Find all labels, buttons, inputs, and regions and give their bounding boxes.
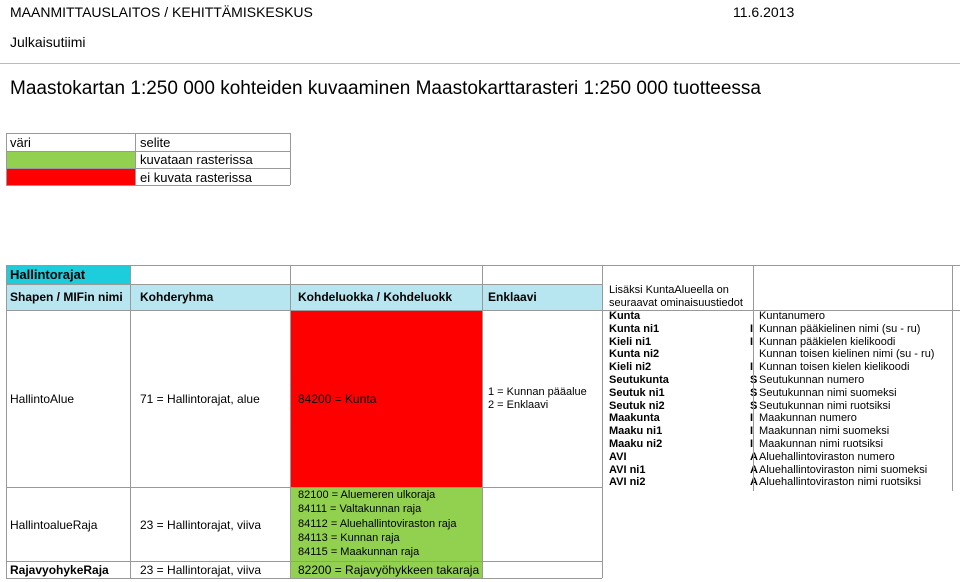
clipped-letter: I [750,361,754,374]
clipped-letter: I [750,412,754,425]
attribute-name: Maakunta [609,412,660,425]
legend-grid-line [6,185,290,186]
legend-grid-line [6,133,7,185]
grid-line [6,578,602,579]
attribute-name: Seutukunta [609,373,669,386]
row-class-value: 84113 = Kunnan raja [298,532,400,544]
grid-line [6,487,602,488]
attribute-list [609,310,669,489]
column-header-shape-name: Shapen / MIFin nimi [10,290,123,304]
clipped-letter: I [750,335,754,348]
attribute-description: Kunnan pääkielen kielikoodi [759,335,896,348]
clipped-letter: I [750,437,754,450]
legend-grid-line [6,151,290,152]
attribute-description: Kunnan toisen kielen kielikoodi [759,361,910,374]
attribute-name: Kunta [609,310,641,322]
legend-grid-line [290,133,291,185]
enclave-value-1: 1 = Kunnan pääalue [488,386,587,398]
attribute-name: Maaku ni1 [609,425,663,438]
page-title: Maastokartan 1:250 000 kohteiden kuvaaminen Maastokarttarasteri 1:250 000 tuotteessa [10,78,761,99]
grid-line [6,265,960,266]
extra-header-line2: seuraavat ominaisuustiedot [609,297,743,309]
row-class-kunta: 84200 = Kunta [298,392,377,406]
clipped-letter: S [750,373,758,386]
legend-green-swatch [6,151,135,168]
row-class-rajavyohyke: 82200 = Rajavyöhykkeen takaraja [298,563,480,577]
attribute-name: Kieli ni1 [609,335,652,348]
attribute-description: Kunnan toisen kielinen nimi (su - ru) [759,348,935,361]
grid-line [6,310,960,311]
enclave-value-2: 2 = Enklaavi [488,399,549,411]
grid-line [952,265,953,491]
grid-line [6,265,7,578]
row-name-hallintoalueraja: HallintoalueRaja [10,518,98,532]
clipped-letter: I [750,425,754,438]
legend-row-not-shown: ei kuvata rasterissa [140,170,252,185]
attribute-description: Maakunnan nimi ruotsiksi [759,437,884,450]
legend-red-swatch [6,168,135,185]
attribute-description: Seutukunnan nimi ruotsiksi [759,399,891,412]
row-name-hallintoalue: HallintoAlue [10,392,75,406]
legend-grid-line [135,133,136,185]
grid-line [753,265,754,491]
grid-line [6,284,602,285]
attribute-description: Maakunnan nimi suomeksi [759,425,890,438]
grid-line [6,561,602,562]
attribute-name: Seutuk ni1 [609,386,665,399]
legend-row-shown: kuvataan rasterissa [140,152,253,167]
document-subtitle: Julkaisutiimi [10,34,86,50]
attribute-name: Kunta ni1 [609,322,660,335]
column-header-class: Kohdeluokka / Kohdeluokk [298,290,453,304]
grid-line [130,265,131,578]
attribute-name: AVI ni2 [609,476,646,489]
row-class-value: 84112 = Aluehallintoviraston raja [298,518,457,530]
attribute-name: Seutuk ni2 [609,399,665,412]
legend-grid-line [6,168,290,169]
column-header-group: Kohderyhma [140,290,214,304]
attribute-name: Kunta ni2 [609,348,660,361]
legend-header-description: selite [140,135,171,150]
row-group-hallintoalue: 71 = Hallintorajat, alue [140,392,260,406]
attribute-description: Maakunnan numero [759,412,857,425]
clipped-letter: I [750,322,754,335]
row-group-rajavyohykeraja: 23 = Hallintorajat, viiva [140,563,262,577]
grid-line [602,265,603,578]
document-date: 11.6.2013 [733,4,795,20]
clipped-letter: A [750,476,758,489]
row-name-rajavyohykeraja: RajavyohykeRaja [10,563,109,577]
column-header-enclave: Enklaavi [488,290,537,304]
header-divider [0,63,960,64]
row-class-value: 82100 = Aluemeren ulkoraja [298,489,436,501]
attribute-description: Aluehallintoviraston numero [759,450,895,463]
attribute-description: Aluehallintoviraston nimi ruotsiksi [759,476,922,489]
attribute-name: AVI ni1 [609,463,646,476]
attribute-name: AVI [609,450,627,463]
clipped-letter: A [750,450,758,463]
attribute-name: Kieli ni2 [609,361,652,374]
extra-header-line1: Lisäksi KuntaAlueella on [609,284,729,296]
attribute-name: Maaku ni2 [609,437,663,450]
row-class-value: 84115 = Maakunnan raja [298,546,420,558]
organization-name: MAANMITTAUSLAITOS / KEHITTÄMISKESKUS [10,4,313,20]
attribute-description: Seutukunnan nimi suomeksi [759,386,897,399]
row-group-hallintoalueraja: 23 = Hallintorajat, viiva [140,518,262,532]
grid-line [482,265,483,578]
attribute-description: Kunnan pääkielinen nimi (su - ru) [759,322,921,335]
legend-header-color: väri [10,135,31,150]
clipped-letter: S [750,386,758,399]
attribute-description: Aluehallintoviraston nimi suomeksi [759,463,928,476]
description-list [759,310,934,489]
clipped-letter: A [750,463,758,476]
row-class-value: 84111 = Valtakunnan raja [298,503,422,515]
attribute-description: Seutukunnan numero [759,373,865,386]
grid-line [290,265,291,578]
legend-grid-line [6,133,290,134]
attribute-description: Kuntanumero [759,310,826,322]
clipped-letter: S [750,399,758,412]
section-title: Hallintorajat [10,267,86,282]
